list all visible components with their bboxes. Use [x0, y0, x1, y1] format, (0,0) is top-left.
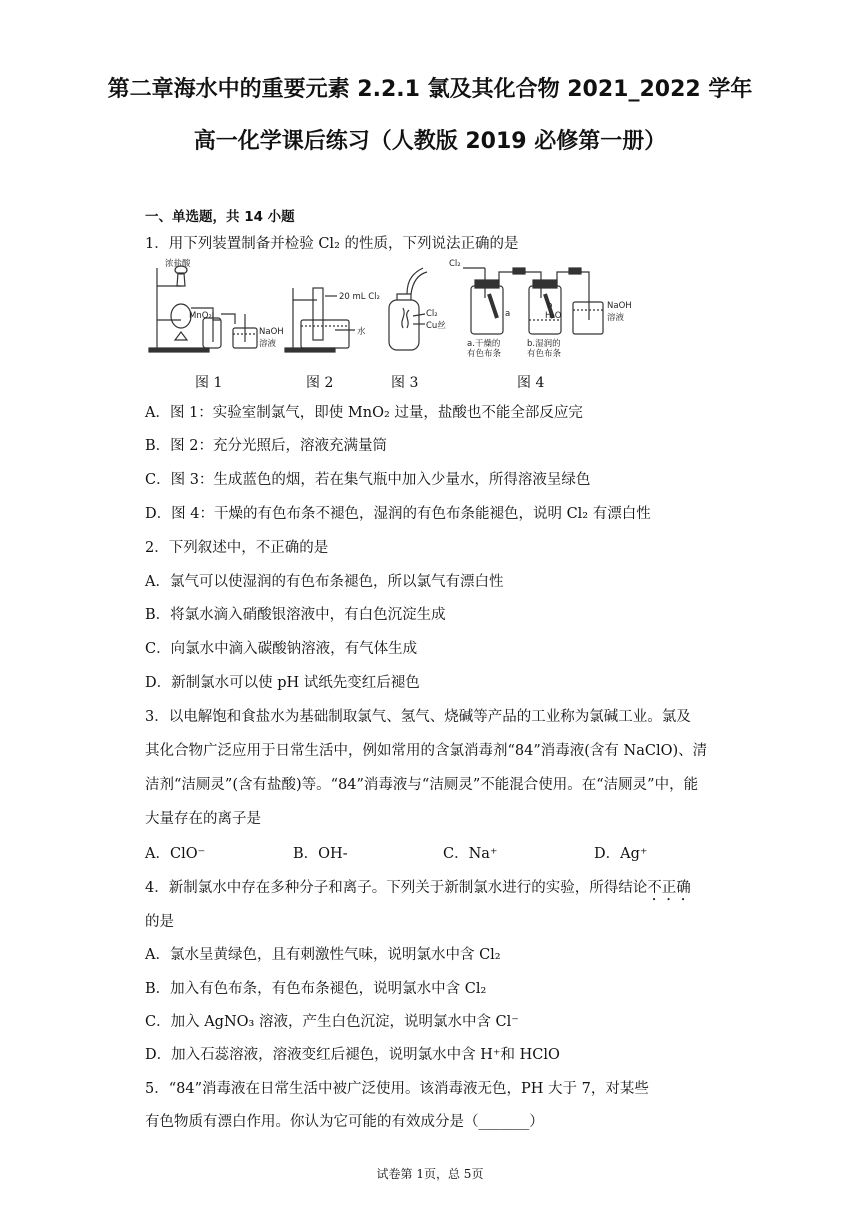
- fig1-naoh-label: NaOH: [259, 327, 284, 337]
- q1-stem: 1．用下列装置制备并检验 Cl₂ 的性质，下列说法正确的是: [145, 236, 519, 252]
- section-heading: 一、单选题，共 14 小题: [145, 209, 295, 225]
- figure-1-apparatus: [149, 266, 257, 352]
- q4-stem-line2: 的是: [145, 914, 174, 930]
- figure-4-apparatus: [463, 268, 603, 334]
- fig4-cl2-label: Cl₂: [449, 259, 461, 269]
- fig2-volume-label: 20 mL Cl₂: [339, 292, 380, 302]
- q2-option-b: B．将氯水滴入硝酸银溶液中，有白色沉淀生成: [145, 607, 446, 623]
- doc-title-line1: 第二章海水中的重要元素 2.2.1 氯及其化合物 2021_2022 学年: [107, 77, 753, 102]
- fig4-dry-label-1: a.干燥的: [467, 339, 501, 349]
- q3-option-d: D．Ag⁺: [594, 846, 648, 862]
- q2-option-d: D．新制氯水可以使 pH 试纸先变红后褪色: [145, 675, 420, 691]
- q3-stem-line3: 洁剂“洁厕灵”(含有盐酸)等。“84”消毒液与“洁厕灵”不能混合使用。在“洁厕灵”中，能: [145, 777, 699, 793]
- q5-stem-line1: 5．“84”消毒液在日常生活中被广泛使用。该消毒液无色，PH 大于 7，对某些: [145, 1081, 649, 1097]
- q3-option-c: C．Na⁺: [443, 846, 498, 862]
- fig1-acid-label: 浓盐酸: [165, 259, 191, 269]
- fig2-water-label: 水: [357, 327, 366, 337]
- figure-3-label: 图 3: [391, 375, 419, 391]
- q3-stem-line4: 大量存在的离子是: [145, 811, 261, 827]
- q4-stem-line1: [145, 876, 691, 904]
- figure-2-label: 图 2: [306, 375, 334, 391]
- q1-option-b: B．图 2：充分光照后，溶液充满量筒: [145, 438, 387, 454]
- q4-emphasis: 不正确: [647, 880, 691, 896]
- q1-figures: [145, 258, 735, 393]
- doc-title-line2: 高一化学课后练习（人教版 2019 必修第一册）: [193, 129, 667, 154]
- fig4-h2o-label: H₂O: [545, 311, 562, 321]
- q4-stem-text: 4．新制氯水中存在多种分子和离子。下列关于新制氯水进行的实验，所得结论: [145, 880, 648, 896]
- fig4-wet-label-1: b.湿润的: [527, 339, 561, 349]
- q2-option-a: A．氯气可以使湿润的有色布条褪色，所以氯气有漂白性: [145, 574, 504, 590]
- q2-option-c: C．向氯水中滴入碳酸钠溶液，有气体生成: [145, 641, 418, 657]
- q2-stem: 2．下列叙述中，不正确的是: [145, 540, 329, 556]
- fig4-a-label: a: [505, 309, 511, 319]
- figure-3-apparatus: [389, 268, 427, 350]
- fig4-naoh-label: NaOH: [607, 301, 632, 311]
- fig4-solution-label: 溶液: [607, 313, 625, 323]
- fig4-dry-label-2: 有色布条: [467, 349, 502, 359]
- fig1-mno2-label: MnO₂: [189, 311, 212, 321]
- q4-option-b: B．加入有色布条，有色布条褪色，说明氯水中含 Cl₂: [145, 981, 487, 997]
- page-footer: 试卷第 1页，总 5页: [376, 1167, 484, 1181]
- q3-option-a: A．ClO⁻: [145, 846, 206, 862]
- fig1-solution-label: 溶液: [259, 339, 277, 349]
- q1-option-c: C．图 3：生成蓝色的烟，若在集气瓶中加入少量水，所得溶液呈绿色: [145, 472, 591, 488]
- fig3-cl2-label: Cl₂: [426, 309, 438, 319]
- figure-4-label: 图 4: [517, 375, 545, 391]
- q1-option-a: A．图 1：实验室制氯气，即使 MnO₂ 过量，盐酸也不能全部反应完: [145, 405, 583, 421]
- q5-stem-line2: 有色物质有漂白作用。你认为它可能的有效成分是（_______）: [145, 1114, 544, 1130]
- fig4-wet-label-2: 有色布条: [527, 349, 562, 359]
- fig3-cu-label: Cu丝: [426, 321, 446, 331]
- q4-option-d: D．加入石蕊溶液，溶液变红后褪色，说明氯水中含 H⁺和 HClO: [145, 1047, 560, 1063]
- q3-stem-line2: 其化合物广泛应用于日常生活中，例如常用的含氯消毒剂“84”消毒液(含有 NaClO)、清: [145, 743, 708, 759]
- figure-1-label: 图 1: [195, 375, 223, 391]
- q1-option-d: D．图 4：干燥的有色布条不褪色，湿润的有色布条能褪色，说明 Cl₂ 有漂白性: [145, 506, 651, 522]
- q4-option-a: A．氯水呈黄绿色，且有刺激性气味，说明氯水中含 Cl₂: [145, 947, 501, 963]
- q3-stem-line1: 3．以电解饱和食盐水为基础制取氯气、氢气、烧碱等产品的工业称为氯碱工业。氯及: [145, 709, 691, 725]
- q4-option-c: C．加入 AgNO₃ 溶液，产生白色沉淀，说明氯水中含 Cl⁻: [145, 1014, 519, 1030]
- q3-option-b: B．OH-: [293, 846, 348, 862]
- fig4-b-label: b: [547, 301, 553, 311]
